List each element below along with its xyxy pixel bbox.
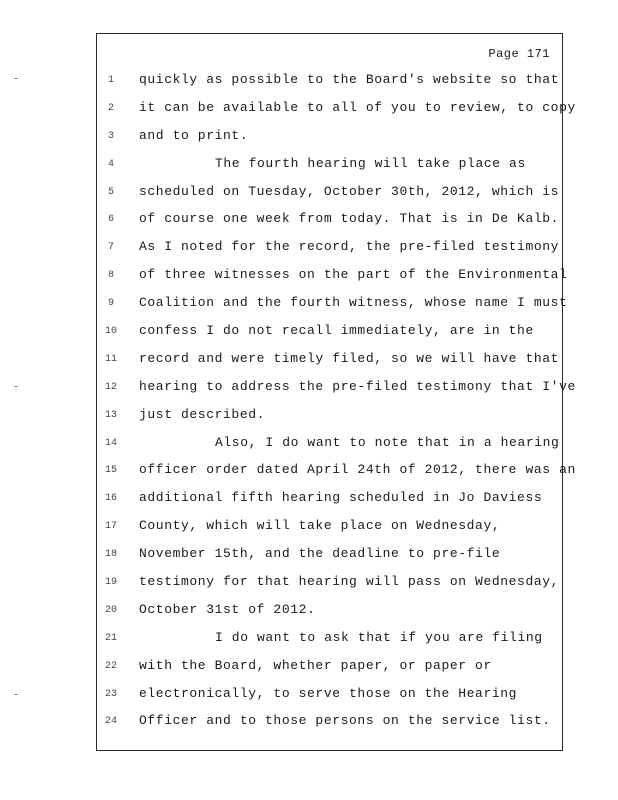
- transcript-line: [97, 462, 576, 491]
- line-number: 19: [104, 577, 117, 589]
- line-text: just described.: [139, 406, 266, 422]
- transcript-line: [97, 436, 562, 464]
- left-margin-mark-middle: [14, 386, 18, 387]
- line-number: 4: [107, 158, 114, 170]
- transcript-line: [97, 185, 562, 213]
- line-number: 1: [107, 75, 114, 86]
- left-margin-mark-top: [14, 78, 18, 79]
- line-text: it can be available to all of you to review, to copy: [139, 99, 576, 115]
- line-text: October 31st of 2012.: [139, 601, 316, 617]
- line-number: 9: [107, 298, 114, 310]
- line-text: electronically, to serve those on the Hearing: [139, 685, 518, 701]
- line-number: 7: [107, 242, 114, 254]
- line-text: Also, I do want to note that in a hearing: [215, 434, 560, 450]
- line-text: of course one week from today. That is in De Kalb.: [139, 211, 560, 227]
- line-text: Coalition and the fourth witness, whose name I must: [139, 295, 568, 311]
- line-text: Officer and to those persons on the service list.: [139, 713, 551, 729]
- line-number: 20: [104, 604, 117, 616]
- transcript-line: [97, 575, 562, 603]
- transcript-line: [97, 491, 562, 519]
- line-number: 2: [107, 102, 114, 114]
- line-text: officer order dated April 24th of 2012, there was an: [139, 462, 576, 478]
- transcript-line: [97, 519, 562, 547]
- transcript-line: [97, 240, 562, 268]
- line-number: 8: [107, 270, 114, 282]
- transcript-line: [97, 352, 562, 380]
- page-number: Page 171: [488, 47, 550, 61]
- line-number: 23: [104, 688, 117, 700]
- line-text: November 15th, and the deadline to pre-file: [139, 546, 501, 562]
- transcript-line: [97, 378, 576, 408]
- line-text: As I noted for the record, the pre-filed testimony: [139, 239, 560, 255]
- line-number: 3: [107, 130, 114, 142]
- transcript-line: [97, 295, 568, 324]
- transcript-line: [97, 631, 562, 659]
- line-text: with the Board, whether paper, or paper or: [139, 657, 492, 673]
- transcript-line: [97, 714, 562, 742]
- transcript-line: [97, 73, 562, 101]
- line-number: 11: [104, 353, 117, 365]
- transcript-line: [97, 603, 562, 631]
- line-number: 17: [104, 521, 117, 533]
- line-number: 6: [107, 214, 114, 226]
- line-text: of three witnesses on the part of the Environmental: [139, 267, 568, 283]
- line-text: County, which will take place on Wednesday,: [139, 518, 501, 534]
- transcript-line: [97, 547, 562, 575]
- line-number: 18: [104, 549, 117, 561]
- line-number: 21: [104, 632, 117, 644]
- line-number: 24: [104, 716, 117, 728]
- line-text: quickly as possible to the Board's website so that: [139, 72, 560, 87]
- line-number: 10: [104, 326, 117, 338]
- line-text: record and were timely filed, so we will have that: [139, 350, 560, 366]
- transcript-line: [97, 99, 576, 129]
- line-text: I do want to ask that if you are filing: [215, 629, 543, 645]
- transcript-line: [97, 212, 562, 240]
- transcript-line: [97, 687, 562, 715]
- line-text: hearing to address the pre-filed testimony that I've: [139, 378, 576, 394]
- line-text: and to print.: [139, 127, 249, 143]
- transcript-line: [97, 129, 562, 157]
- transcript-page: [96, 33, 576, 751]
- line-text: scheduled on Tuesday, October 30th, 2012, which is: [139, 183, 560, 199]
- transcript-lines: [97, 72, 576, 742]
- left-margin-mark-bottom: [14, 694, 18, 695]
- line-number: 5: [107, 186, 114, 198]
- transcript-line: [97, 267, 568, 296]
- line-number: 15: [104, 465, 117, 477]
- transcript-line: [97, 157, 562, 185]
- line-number: 12: [104, 381, 117, 393]
- line-number: 16: [104, 493, 117, 505]
- line-text: testimony for that hearing will pass on Wednesday,: [139, 574, 560, 590]
- line-text: additional fifth hearing scheduled in Jo Daviess: [139, 490, 543, 506]
- transcript-line: [97, 659, 562, 687]
- transcript-line: [97, 408, 562, 436]
- line-text: The fourth hearing will take place as: [215, 155, 526, 171]
- line-number: 14: [104, 437, 117, 449]
- line-text: confess I do not recall immediately, are in the: [139, 323, 534, 339]
- line-number: 22: [104, 660, 117, 672]
- transcript-line: [97, 324, 562, 352]
- line-number: 13: [104, 409, 117, 421]
